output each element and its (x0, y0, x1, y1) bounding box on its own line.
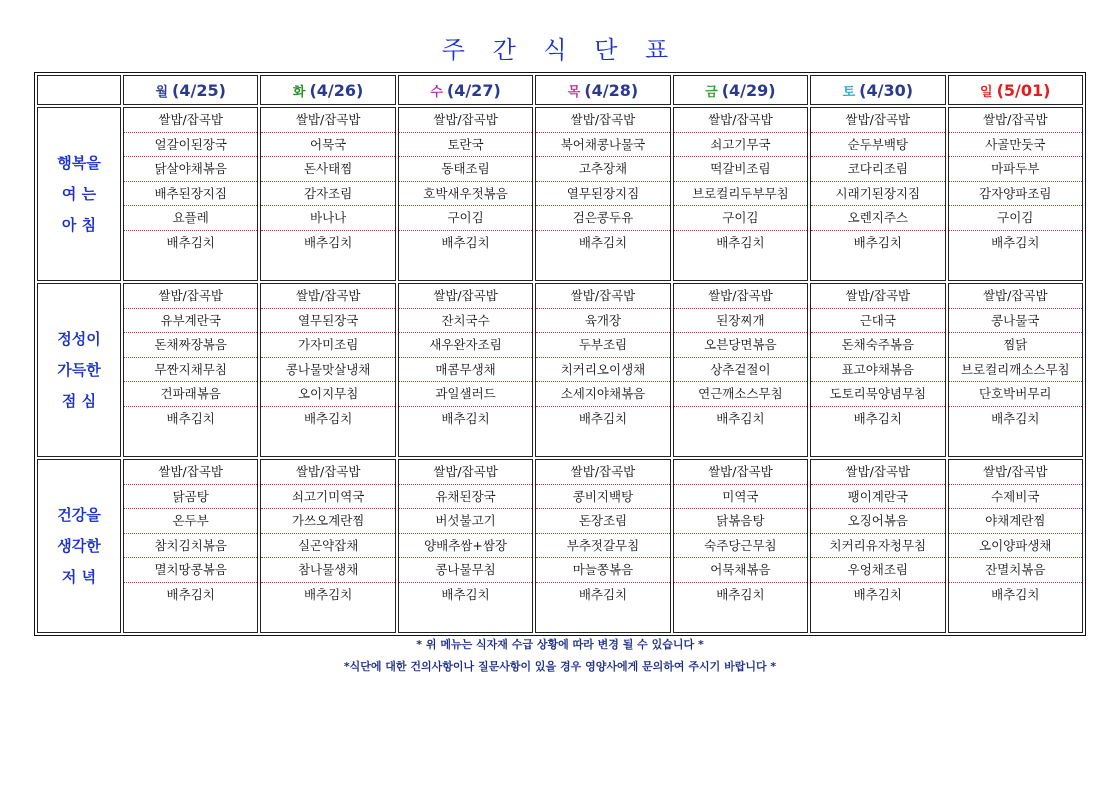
menu-item: 배추김치 (578, 410, 628, 426)
menu-item: 닭곰탕 (124, 485, 257, 510)
day-header-tue (260, 75, 395, 105)
menu-cell (398, 283, 533, 457)
menu-item: 사골만둣국 (949, 133, 1082, 158)
menu-item: 배추김치 (303, 234, 353, 250)
menu-item: 된장찌개 (674, 309, 807, 334)
menu-item: 배추김치 (716, 410, 765, 426)
menu-item: 배추김치 (991, 586, 1040, 602)
menu-item: 참나물생채 (261, 558, 394, 583)
menu-cell (948, 107, 1083, 281)
menu-cell (123, 283, 258, 457)
menu-item: 오렌지주스 (811, 206, 944, 231)
menu-item: 열무된장지짐 (536, 182, 669, 207)
menu-item: 오이지무침 (261, 382, 394, 407)
meal-label-line: 점 심 (61, 391, 97, 410)
menu-cell (260, 283, 395, 457)
menu-item: 쌀밥/잡곡밥 (949, 460, 1082, 485)
menu-item: 도토리묵양념무침 (811, 382, 944, 407)
menu-item: 순두부백탕 (811, 133, 944, 158)
meal-label-line: 아 침 (61, 215, 97, 234)
menu-item: 배추김치 (166, 234, 215, 250)
day-icon-wed: 수 (430, 84, 443, 100)
menu-item: 연근깨소스무침 (674, 382, 807, 407)
menu-item: 감자조림 (261, 182, 394, 207)
menu-item: 쌀밥/잡곡밥 (536, 460, 669, 485)
menu-item: 오븐당면볶음 (674, 333, 807, 358)
menu-item: 얼갈이된장국 (124, 133, 257, 158)
menu-item: 숙주당근무침 (674, 534, 807, 559)
menu-item: 닭살야채볶음 (124, 157, 257, 182)
menu-item: 육개장 (536, 309, 669, 334)
menu-item: 버섯불고기 (399, 509, 532, 534)
meal-label-line: 저 녁 (61, 567, 97, 586)
menu-item: 검은콩두유 (536, 206, 669, 231)
notice-inquiry: *식단에 대한 건의사항이나 질문사항이 있을 경우 영양사에게 문의하여 주시기 바랍니다 * (343, 660, 777, 673)
menu-item: 우엉채조림 (811, 558, 944, 583)
menu-item: 쌀밥/잡곡밥 (399, 284, 532, 309)
menu-item: 어묵채볶음 (674, 558, 807, 583)
menu-item: 쌀밥/잡곡밥 (124, 108, 257, 133)
day-date: (4/27) (446, 80, 501, 100)
menu-item: 배추된장지짐 (124, 182, 257, 207)
menu-item: 북어채콩나물국 (536, 133, 669, 158)
day-date: (4/25) (172, 80, 226, 100)
menu-item: 구이김 (399, 206, 532, 231)
menu-item: 배추김치 (303, 410, 353, 426)
meal-label-line: 건강을 (57, 505, 101, 524)
meal-row-lunch (37, 283, 1083, 457)
day-date: (5/01) (996, 80, 1051, 100)
menu-item: 유채된장국 (399, 485, 532, 510)
menu-item: 돈사태찜 (261, 157, 394, 182)
menu-cell (673, 107, 808, 281)
day-header-wed (398, 75, 533, 105)
meal-label-breakfast (37, 107, 121, 281)
menu-cell (398, 107, 533, 281)
menu-item: 배추김치 (578, 586, 628, 602)
menu-item: 치커리유자청무침 (811, 534, 944, 559)
menu-item: 쌀밥/잡곡밥 (124, 284, 257, 309)
menu-item: 콩나물무침 (399, 558, 532, 583)
menu-item: 참치김치볶음 (124, 534, 257, 559)
menu-item: 쌀밥/잡곡밥 (674, 284, 807, 309)
menu-item: 건파래볶음 (124, 382, 257, 407)
menu-cell (535, 459, 670, 633)
menu-item: 상추겉절이 (674, 358, 807, 383)
meal-label-lunch (37, 283, 121, 457)
meal-row-breakfast (37, 107, 1083, 281)
menu-item: 배추김치 (441, 234, 490, 250)
menu-item: 새우완자조림 (399, 333, 532, 358)
menu-item: 오징어볶음 (811, 509, 944, 534)
meal-rows (37, 107, 1083, 633)
menu-cell (260, 459, 395, 633)
menu-item: 가쓰오계란찜 (261, 509, 394, 534)
menu-item: 닭볶음탕 (674, 509, 807, 534)
meal-label-line: 여 는 (61, 184, 97, 203)
day-header-thu (535, 75, 670, 105)
menu-cell (810, 283, 945, 457)
menu-item: 배추김치 (853, 234, 902, 250)
day-icon-fri: 금 (705, 84, 718, 100)
menu-cell (948, 283, 1083, 457)
menu-item: 배추김치 (441, 410, 490, 426)
menu-item: 쌀밥/잡곡밥 (536, 108, 669, 133)
menu-item: 떡갈비조림 (674, 157, 807, 182)
menu-item: 쌀밥/잡곡밥 (811, 460, 944, 485)
menu-item: 온두부 (124, 509, 257, 534)
day-icon-tue: 화 (292, 84, 306, 100)
menu-item: 부추젓갈무침 (536, 534, 669, 559)
menu-item: 배추김치 (991, 234, 1040, 250)
menu-item: 쇠고기미역국 (261, 485, 394, 510)
menu-item: 소세지야채볶음 (536, 382, 669, 407)
header-corner (37, 75, 121, 105)
menu-cell (810, 459, 945, 633)
menu-item: 배추김치 (303, 586, 353, 602)
menu-item: 가자미조림 (261, 333, 394, 358)
notice-menu-change: * 위 메뉴는 식자재 수급 상황에 따라 변경 될 수 있습니다 * (416, 638, 704, 651)
day-header-sun (948, 75, 1083, 105)
menu-item: 콩비지백탕 (536, 485, 669, 510)
menu-item: 요플레 (124, 206, 257, 231)
menu-item: 근대국 (811, 309, 944, 334)
menu-cell (810, 107, 945, 281)
menu-item: 배추김치 (716, 586, 765, 602)
menu-item: 쌀밥/잡곡밥 (536, 284, 669, 309)
day-icon-sun: 일 (980, 84, 993, 100)
menu-cell (535, 107, 670, 281)
menu-item: 단호박버무리 (949, 382, 1082, 407)
menu-item: 배추김치 (166, 586, 215, 602)
menu-item: 쇠고기무국 (674, 133, 807, 158)
menu-item: 오이양파생채 (949, 534, 1082, 559)
menu-item: 실곤약잡채 (261, 534, 394, 559)
day-header-row (37, 75, 1083, 105)
page-title: 주 간 식 단 표 (441, 36, 679, 64)
menu-item: 배추김치 (853, 586, 902, 602)
menu-item: 쌀밥/잡곡밥 (124, 460, 257, 485)
menu-cell (398, 459, 533, 633)
menu-item: 코다리조림 (811, 157, 944, 182)
menu-item: 팽이계란국 (811, 485, 944, 510)
menu-item: 유부계란국 (124, 309, 257, 334)
menu-item: 배추김치 (991, 410, 1040, 426)
menu-item: 마늘쫑볶음 (536, 558, 669, 583)
menu-item: 토란국 (399, 133, 532, 158)
menu-item: 두부조림 (536, 333, 669, 358)
menu-item: 호박새우젓볶음 (399, 182, 532, 207)
day-date: (4/26) (309, 80, 364, 100)
menu-item: 야채계란찜 (949, 509, 1082, 534)
menu-item: 동태조림 (399, 157, 532, 182)
menu-item: 구이김 (949, 206, 1082, 231)
menu-cell (123, 107, 258, 281)
meal-label-line: 행복을 (57, 153, 101, 172)
menu-item: 어묵국 (261, 133, 394, 158)
menu-cell (535, 283, 670, 457)
meal-label-line: 가득한 (57, 360, 101, 379)
menu-item: 쌀밥/잡곡밥 (674, 460, 807, 485)
menu-item: 쌀밥/잡곡밥 (261, 108, 394, 133)
menu-item: 브로컬리깨소스무침 (949, 358, 1082, 383)
menu-cell (673, 283, 808, 457)
menu-item: 잔멸치볶음 (949, 558, 1082, 583)
menu-item: 고추장채 (536, 157, 669, 182)
menu-item: 쌀밥/잡곡밥 (674, 108, 807, 133)
menu-item: 배추김치 (441, 586, 490, 602)
meal-label-line: 정성이 (57, 329, 101, 348)
day-icon-mon: 월 (155, 84, 169, 100)
menu-item: 잔치국수 (399, 309, 532, 334)
menu-item: 시래기된장지짐 (811, 182, 944, 207)
menu-item: 돈장조림 (536, 509, 669, 534)
menu-item: 구이김 (674, 206, 807, 231)
menu-item: 수제비국 (949, 485, 1082, 510)
day-date: (4/30) (859, 80, 914, 100)
menu-item: 쌀밥/잡곡밥 (261, 284, 394, 309)
menu-item: 찜닭 (949, 333, 1082, 358)
meal-label-line: 생각한 (57, 536, 101, 555)
menu-item: 열무된장국 (261, 309, 394, 334)
menu-item: 쌀밥/잡곡밥 (811, 108, 944, 133)
menu-cell (123, 459, 258, 633)
menu-item: 돈채짜장볶음 (124, 333, 257, 358)
menu-item: 바나나 (261, 206, 394, 231)
menu-cell (260, 107, 395, 281)
menu-item: 쌀밥/잡곡밥 (949, 284, 1082, 309)
weekly-menu-table (34, 72, 1086, 636)
menu-item: 콩나물국 (949, 309, 1082, 334)
menu-item: 감자양파조림 (949, 182, 1082, 207)
menu-item: 쌀밥/잡곡밥 (811, 284, 944, 309)
meal-row-dinner (37, 459, 1083, 633)
menu-item: 멸치땅콩볶음 (124, 558, 257, 583)
menu-item: 배추김치 (166, 410, 215, 426)
menu-item: 콩나물맛살냉채 (261, 358, 394, 383)
menu-item: 매콤무생채 (399, 358, 532, 383)
menu-item: 미역국 (674, 485, 807, 510)
menu-item: 표고야채볶음 (811, 358, 944, 383)
menu-item: 배추김치 (578, 234, 628, 250)
day-date: (4/29) (721, 80, 776, 100)
menu-item: 양배추쌈+쌈장 (399, 534, 532, 559)
day-header-sat (810, 75, 945, 105)
menu-cell (948, 459, 1083, 633)
menu-item: 쌀밥/잡곡밥 (399, 460, 532, 485)
day-header-mon (123, 75, 258, 105)
menu-item: 쌀밥/잡곡밥 (399, 108, 532, 133)
menu-item: 마파두부 (949, 157, 1082, 182)
menu-item: 무짠지채무침 (124, 358, 257, 383)
menu-item: 돈채숙주볶음 (811, 333, 944, 358)
day-date: (4/28) (584, 80, 639, 100)
day-icon-thu: 목 (567, 84, 581, 100)
menu-item: 쌀밥/잡곡밥 (949, 108, 1082, 133)
day-icon-sat: 토 (842, 84, 856, 100)
day-header-fri (673, 75, 808, 105)
menu-item: 치커리오이생채 (536, 358, 669, 383)
menu-cell (673, 459, 808, 633)
menu-item: 과일샐러드 (399, 382, 532, 407)
menu-item: 배추김치 (716, 234, 765, 250)
meal-label-dinner (37, 459, 121, 633)
menu-item: 배추김치 (853, 410, 902, 426)
menu-item: 브로컬리두부무침 (674, 182, 807, 207)
menu-item: 쌀밥/잡곡밥 (261, 460, 394, 485)
